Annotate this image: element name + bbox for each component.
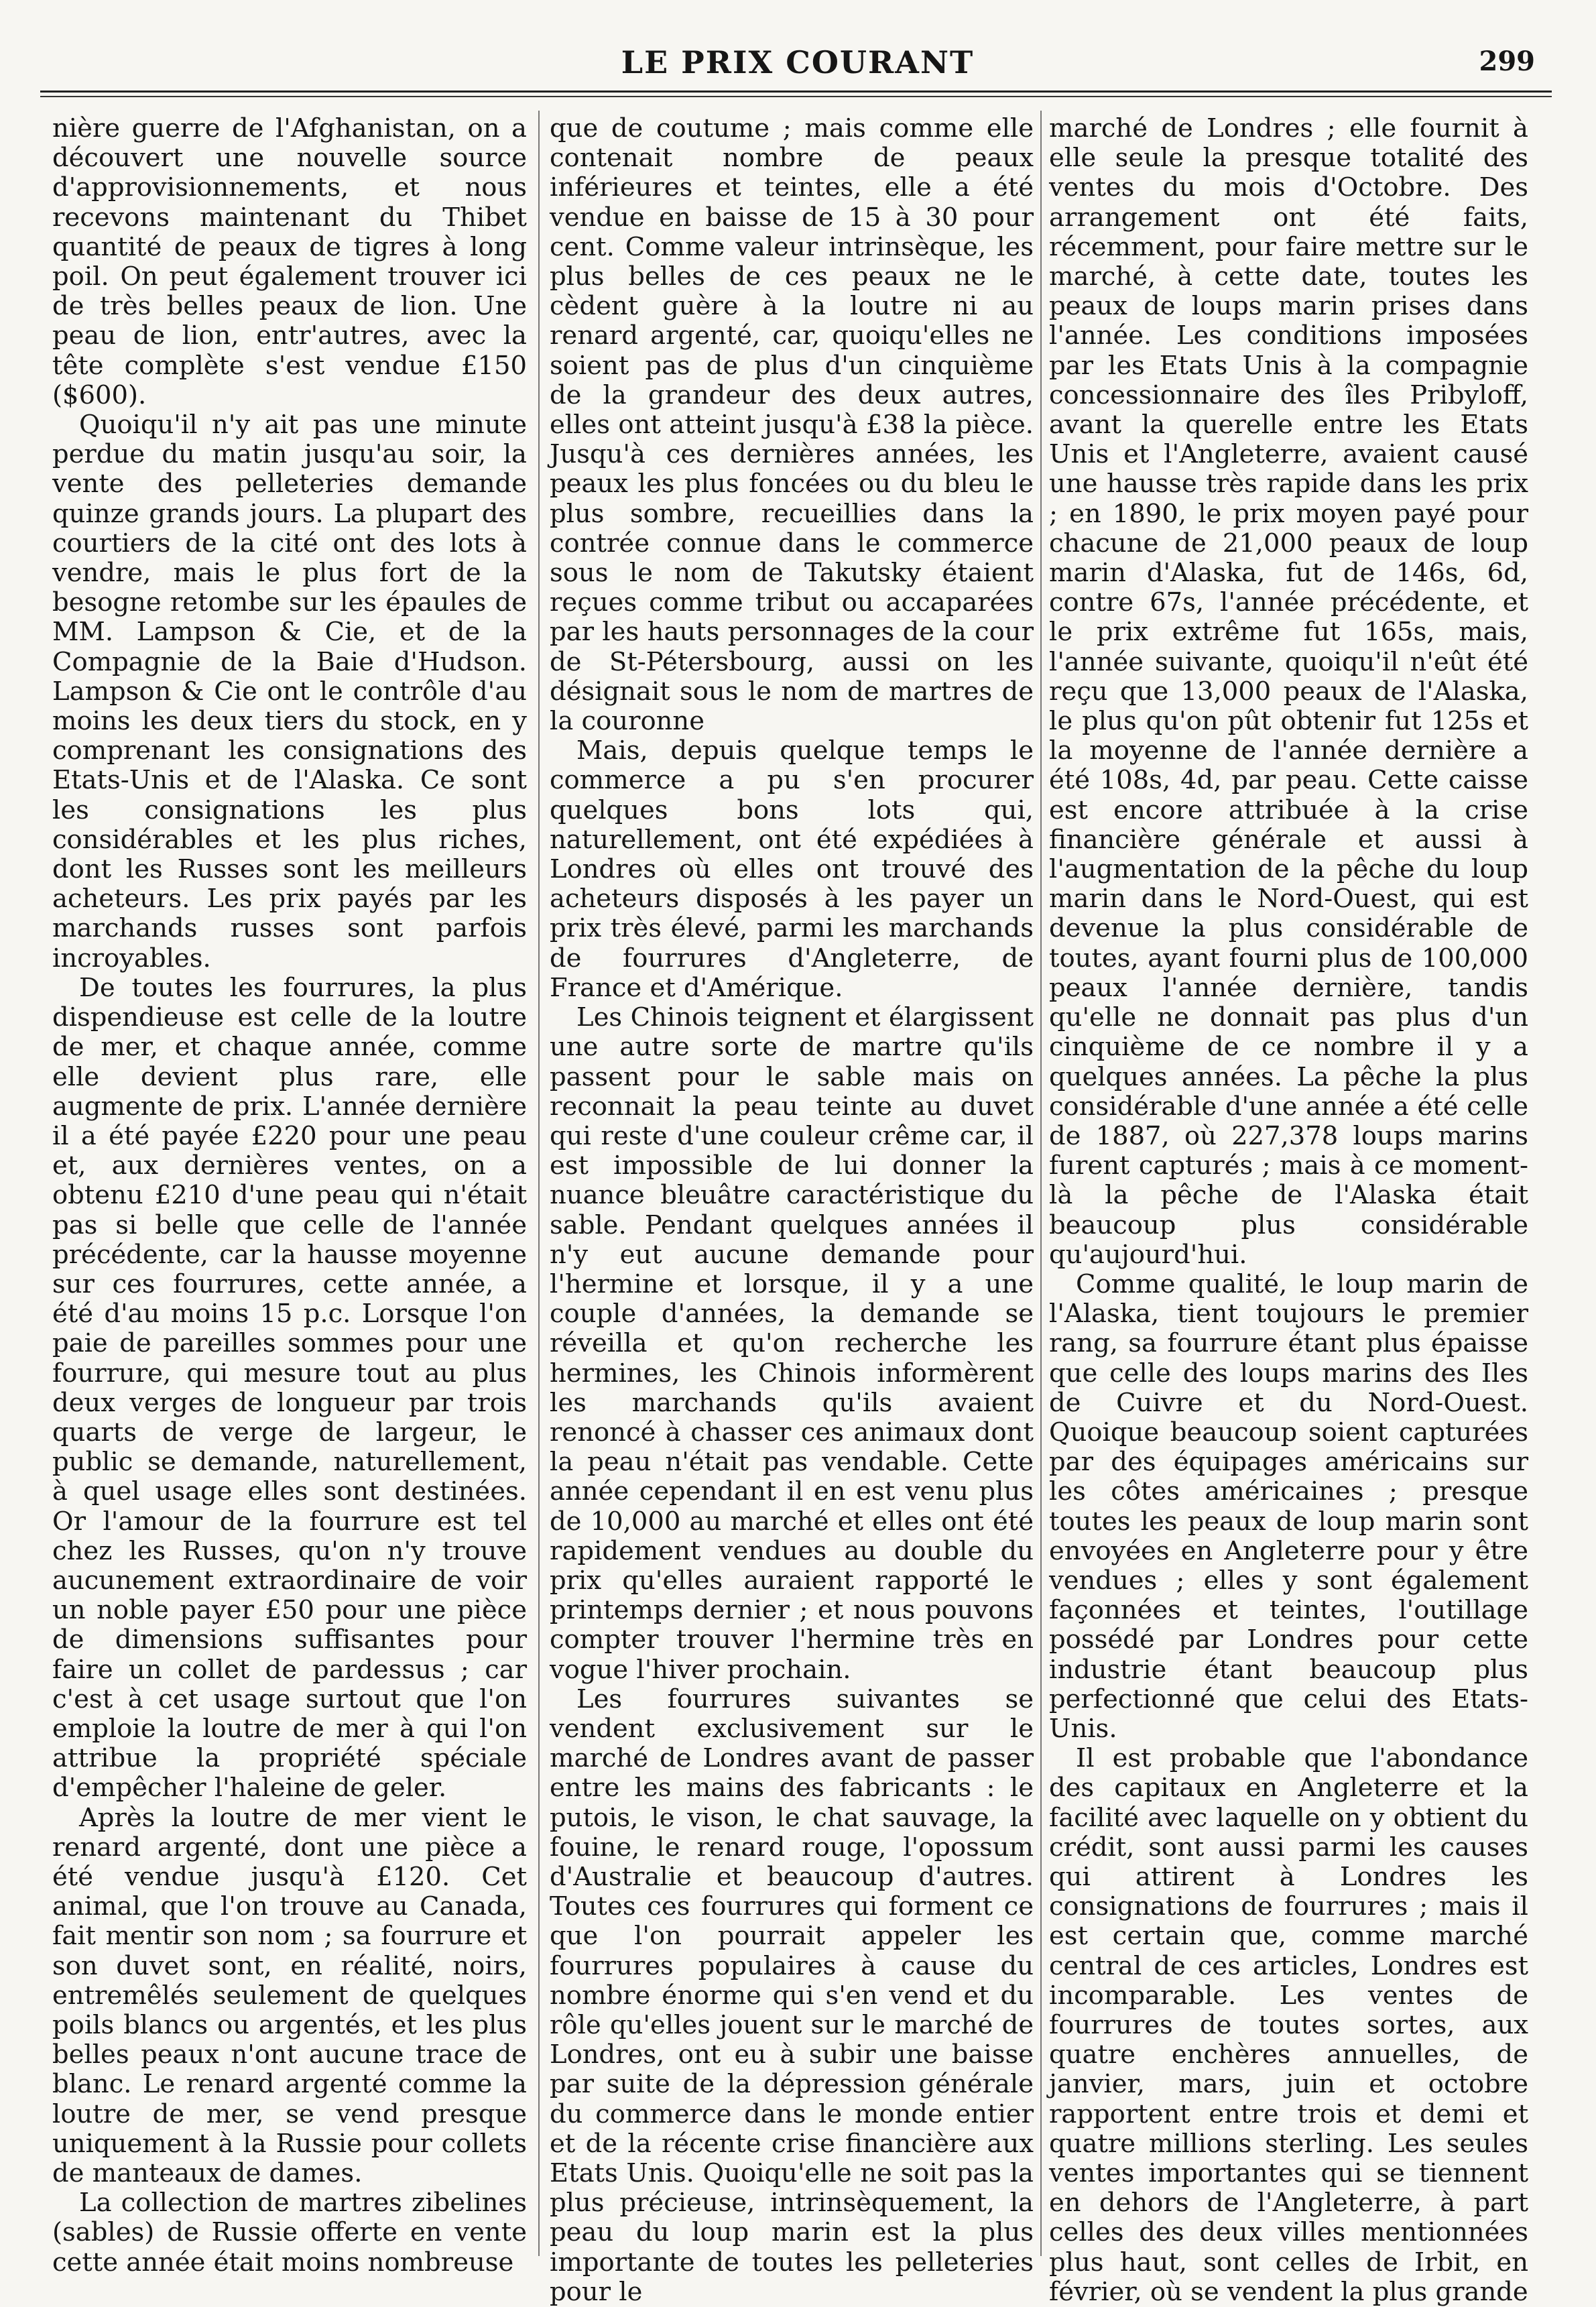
text-column-1 xyxy=(52,113,527,2278)
page-number: 299 xyxy=(1479,46,1535,77)
journal-title: LE PRIX COURANT xyxy=(621,44,975,80)
paragraph: Quoiqu'il n'y ait pas une minute perdue du matin jusqu'au soir, la vente des pelleteries demande quinze grands jours. La plupart des courtiers de la cité ont des lots à vendre, mais le plus fort de la besogne retombe sur les épaules de MM. Lampson & Cie, et de la Compagnie de la Baie d'Hudson. Lampson & Cie ont le contrôle d'au moins les deux tiers du stock, en y comprenant les consignations des Etats-Unis et de l'Alaska. Ce sont les consignations les plus considérables et les plus riches, dont les Russes sont les meilleurs acheteurs. Les prix payés par les marchands russes sont parfois incroyables. xyxy=(52,410,527,973)
paragraph: marché de Londres ; elle fournit à elle seule la presque totalité des ventes du mois d'Octobre. Des arrangement ont été faits, récemment, pour faire mettre sur le marché, à cette date, toutes les peaux de loups marin prises dans l'année. Les conditions imposées par les Etats Unis à la compagnie concessionnaire des îles Pribyloff, avant la querelle entre les Etats Unis et l'Angleterre, avaient causé une hausse très rapide dans les prix ; en 1890, le prix moyen payé pour chacune de 21,000 peaux de loup marin d'Alaska, fut de 146s, 6d, contre 67s, l'année précédente, et le prix extrême fut 165s, mais, l'année suivante, quoiqu'il n'eût été reçu que 13,000 peaux de l'Alaska, le plus qu'on pût obtenir fut 125s et la moyenne de l'année dernière a été 108s, 4d, par peau. Cette caisse est encore attribuée à la crise financière générale et aussi à l'augmentation de la pêche du loup marin dans le Nord-Ouest, qui est devenue la plus considérable de toutes, ayant fourni plus de 100,000 peaux l'année dernière, tandis qu'elle ne donnait pas plus d'un cinquième de ce nombre il y a quelques années. La pêche la plus considérable d'une année a été celle de 1887, où 227,378 loups marins furent capturés ; mais à ce moment-là la pêche de l'Alaska était beaucoup plus considérable qu'aujourd'hui. xyxy=(1049,113,1528,1270)
header-rule-secondary xyxy=(40,96,1552,97)
header-rule xyxy=(40,91,1552,93)
paragraph: nière guerre de l'Afghanistan, on a découvert une nouvelle source d'approvisionnements, et nous recevons maintenant du Thibet quantité de peaux de tigres à long poil. On peut également trouver ici de très belles peaux de lion. Une peau de lion, entr'autres, avec la tête complète s'est vendue £150 ($600). xyxy=(52,113,527,410)
paragraph: que de coutume ; mais comme elle contenait nombre de peaux inférieures et teintes, elle a été vendue en baisse de 15 à 30 pour cent. Comme valeur intrinsèque, les plus belles de ces peaux ne le cèdent guère à la loutre ni au renard argenté, car, quoiqu'elles ne soient pas de plus d'un cinquième de la grandeur des deux autres, elles ont atteint jusqu'à £38 la pièce. Jusqu'à ces dernières années, les peaux les plus foncées ou du bleu le plus sombre, recueillies dans la contrée connue dans le commerce sous le nom de Takutsky étaient reçues comme tribut ou accaparées par les hauts personnages de la cour de St-Pétersbourg, aussi on les désignait sous le nom de martres de la couronne xyxy=(550,113,1034,737)
paragraph: La collection de martres zibelines (sables) de Russie offerte en vente cette année était moins nombreuse xyxy=(52,2188,527,2278)
paragraph: Après la loutre de mer vient le renard argenté, dont une pièce a été vendue jusqu'à £120. Cet animal, que l'on trouve au Canada, fait mentir son nom ; sa fourrure et son duvet sont, en réalité, noirs, entremêlés seulement de quelques poils blancs ou argentés, et les plus belles peaux n'ont aucune trace de blanc. Le renard argenté comme la loutre de mer, se vend presque uniquement à la Russie pour collets de manteaux de dames. xyxy=(52,1802,527,2189)
paragraph: Comme qualité, le loup marin de l'Alaska, tient toujours le premier rang, sa fourrure étant plus épaisse que celle des loups marins des Iles de Cuivre et du Nord-Ouest. Quoique beaucoup soient capturées par des équipages américains sur les côtes américaines ; presque toutes les peaux de loup marin sont envoyées en Angleterre pour y être vendues ; elles y sont également façonnées et teintes, l'outillage possédé par Londres pour cette industrie étant beaucoup plus perfectionné que celui des Etats-Unis. xyxy=(1049,1268,1528,1744)
column-divider xyxy=(538,111,540,2256)
page-header xyxy=(40,39,1555,93)
paragraph: Mais, depuis quelque temps le commerce a pu s'en procurer quelques bons lots qui, naturellement, ont été expédiées à Londres où elles ont trouvé des acheteurs disposés à les payer un prix très élevé, parmi les marchands de fourrures d'Angleterre, de France et d'Amérique. xyxy=(550,735,1034,1003)
text-column-2 xyxy=(550,113,1034,2307)
paragraph: Les Chinois teignent et élargissent une autre sorte de martre qu'ils passent pour le sable mais on reconnait la peau teinte au duvet qui reste d'une couleur crême car, il est impossible de lui donner la nuance bleuâtre caractéristique du sable. Pendant quelques années il n'y eut aucune demande pour l'hermine et lorsque, il y a une couple d'années, la demande se réveilla et qu'on recherche les hermines, les Chinois informèrent les marchands qu'ils avaient renoncé à chasser ces animaux dont la peau n'était pas vendable. Cette année cependant il en est venu plus de 10,000 au marché et elles ont été rapidement vendues au double du prix qu'elles auraient rapporté le printemps dernier ; et nous pouvons compter trouver l'hermine très en vogue l'hiver prochain. xyxy=(550,1002,1034,1685)
text-column-3 xyxy=(1049,113,1528,2307)
column-divider xyxy=(1040,111,1042,2256)
paragraph: De toutes les fourrures, la plus dispendieuse est celle de la loutre de mer, et chaque année, comme elle devient plus rare, elle augmente de prix. L'année dernière il a été payée £220 pour une peau et, aux dernières ventes, on a obtenu £210 d'une peau qui n'était pas si belle que celle de l'année précédente, car la hausse moyenne sur ces fourrures, cette année, a été d'au moins 15 p.c. Lorsque l'on paie de pareilles sommes pour une fourrure, qui mesure tout au plus deux verges de longueur par trois quarts de verge de largeur, le public se demande, naturellement, à quel usage elles sont destinées. Or l'amour de la fourrure est tel chez les Russes, qu'on n'y trouve aucunement extraordinaire de voir un noble payer £50 pour une pièce de dimensions suffisantes pour faire un collet de pardessus ; car c'est à cet usage surtout que l'on emploie la loutre de mer à qui l'on attribue la propriété spéciale d'empêcher l'haleine de geler. xyxy=(52,972,527,1803)
paragraph: Les fourrures suivantes se vendent exclusivement sur le marché de Londres avant de passer entre les mains des fabricants : le putois, le vison, le chat sauvage, la fouine, le renard rouge, l'opossum d'Australie et beaucoup d'autres. Toutes ces fourrures qui forment ce que l'on pourrait appeler les fourrures populaires à cause du nombre énorme qui s'en vend et du rôle qu'elles jouent sur le marché de Londres, ont eu à subir une baisse par suite de la dépression générale du commerce dans le monde entier et de la récente crise financière aux Etats Unis. Quoiqu'elle ne soit pas la plus précieuse, intrinsèquement, la peau du loup marin est la plus importante de toutes les pelleteries pour le xyxy=(550,1683,1034,2307)
paragraph: Il est probable que l'abondance des capitaux en Angleterre et la facilité avec laquelle on y obtient du crédit, sont aussi parmi les causes qui attirent à Londres les consignations de fourrures ; mais il est certain que, comme marché central de ces articles, Londres est incomparable. Les ventes de fourrures de toutes sortes, aux quatre enchères annuelles, de janvier, mars, juin et octobre rapportent entre trois et demi et quatre millions sterling. Les seules ventes importantes qui se tiennent en dehors de l'Angleterre, à part celles des deux villes mentionnées plus haut, sont celles de Irbit, en février, où se vendent la plus grande xyxy=(1049,1743,1528,2307)
